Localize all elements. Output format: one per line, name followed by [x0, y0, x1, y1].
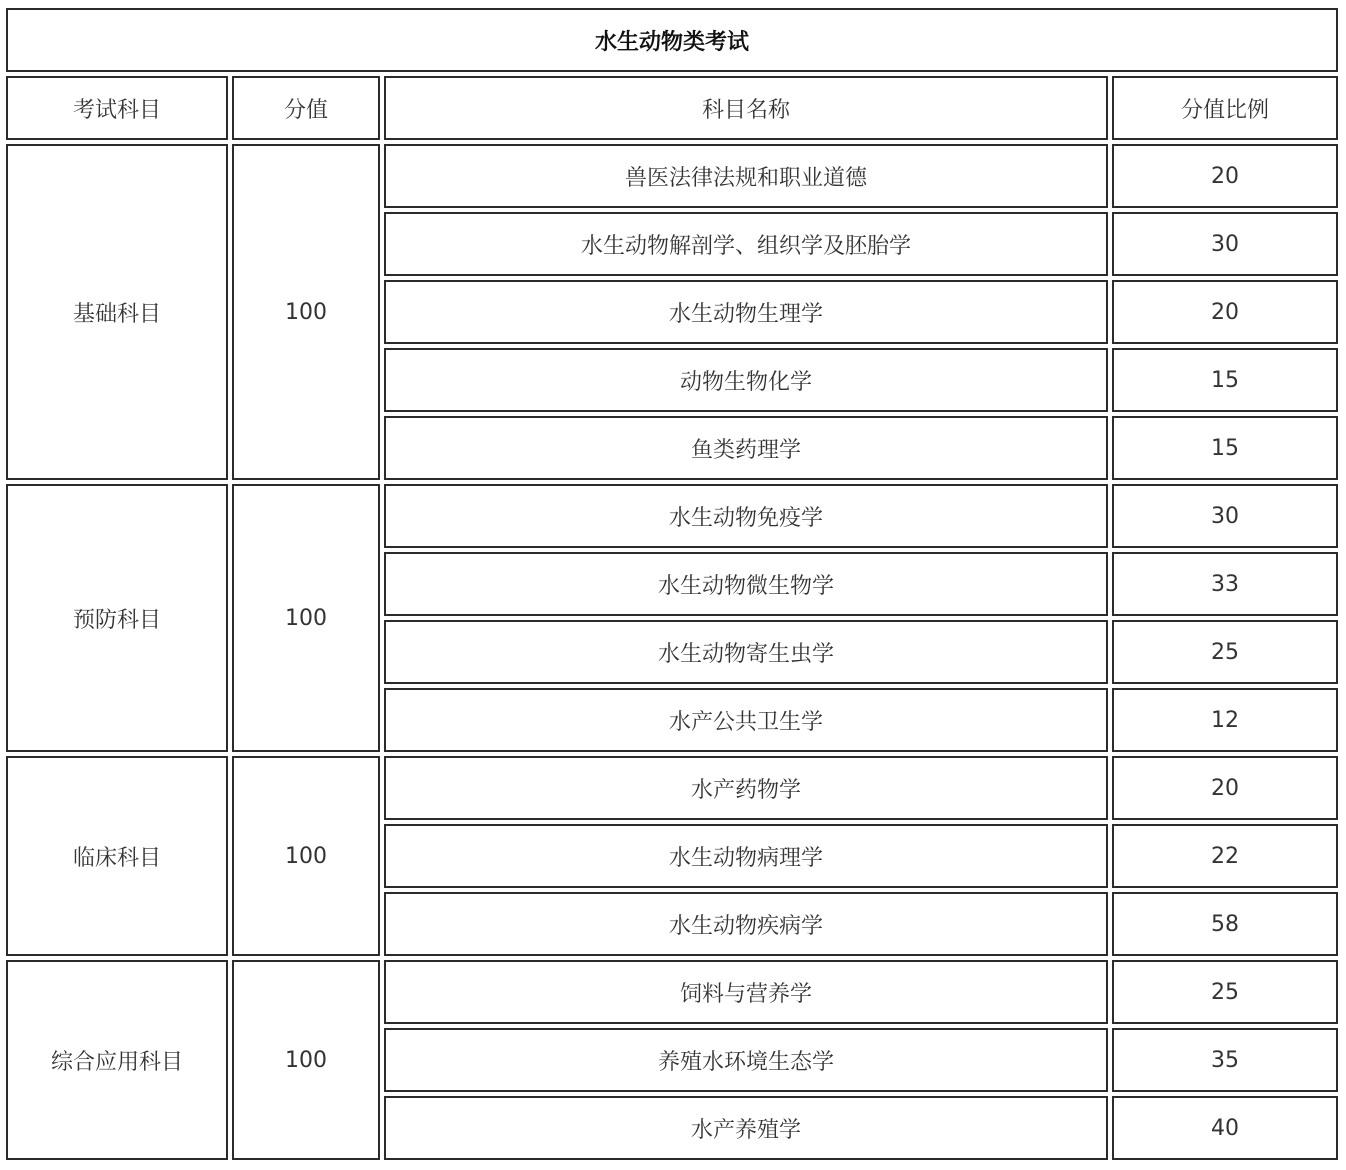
- subject-name-cell: 水产养殖学: [384, 1096, 1108, 1160]
- header-subject-name: 科目名称: [384, 76, 1108, 140]
- subject-ratio-cell: 20: [1112, 144, 1338, 208]
- subject-ratio-cell: 40: [1112, 1096, 1338, 1160]
- subject-name-cell: 水生动物解剖学、组织学及胚胎学: [384, 212, 1108, 276]
- subject-name-cell: 水产药物学: [384, 756, 1108, 820]
- group-score-cell: 100: [232, 484, 380, 752]
- group-score-cell: 100: [232, 144, 380, 480]
- header-subject-group: 考试科目: [6, 76, 228, 140]
- group-name-cell: 预防科目: [6, 484, 228, 752]
- subject-name-cell: 水产公共卫生学: [384, 688, 1108, 752]
- subject-name-cell: 动物生物化学: [384, 348, 1108, 412]
- group-name-cell: 临床科目: [6, 756, 228, 956]
- subject-ratio-cell: 58: [1112, 892, 1338, 956]
- group-score-cell: 100: [232, 960, 380, 1160]
- subject-name-cell: 水生动物生理学: [384, 280, 1108, 344]
- group-score-cell: 100: [232, 756, 380, 956]
- subject-ratio-cell: 15: [1112, 416, 1338, 480]
- subject-ratio-cell: 25: [1112, 960, 1338, 1024]
- group-name-cell: 基础科目: [6, 144, 228, 480]
- subject-ratio-cell: 12: [1112, 688, 1338, 752]
- subject-ratio-cell: 20: [1112, 280, 1338, 344]
- subject-ratio-cell: 30: [1112, 484, 1338, 548]
- header-score: 分值: [232, 76, 380, 140]
- subject-ratio-cell: 15: [1112, 348, 1338, 412]
- subject-name-cell: 饲料与营养学: [384, 960, 1108, 1024]
- subject-ratio-cell: 33: [1112, 552, 1338, 616]
- subject-ratio-cell: 30: [1112, 212, 1338, 276]
- subject-name-cell: 水生动物寄生虫学: [384, 620, 1108, 684]
- subject-name-cell: 水生动物免疫学: [384, 484, 1108, 548]
- group-name-cell: 综合应用科目: [6, 960, 228, 1160]
- subject-ratio-cell: 22: [1112, 824, 1338, 888]
- subject-ratio-cell: 20: [1112, 756, 1338, 820]
- subject-name-cell: 养殖水环境生态学: [384, 1028, 1108, 1092]
- subject-ratio-cell: 25: [1112, 620, 1338, 684]
- table-title: 水生动物类考试: [6, 8, 1338, 72]
- header-ratio: 分值比例: [1112, 76, 1338, 140]
- subject-name-cell: 兽医法律法规和职业道德: [384, 144, 1108, 208]
- subject-ratio-cell: 35: [1112, 1028, 1338, 1092]
- subject-name-cell: 水生动物疾病学: [384, 892, 1108, 956]
- subject-name-cell: 水生动物病理学: [384, 824, 1108, 888]
- subject-name-cell: 鱼类药理学: [384, 416, 1108, 480]
- subject-name-cell: 水生动物微生物学: [384, 552, 1108, 616]
